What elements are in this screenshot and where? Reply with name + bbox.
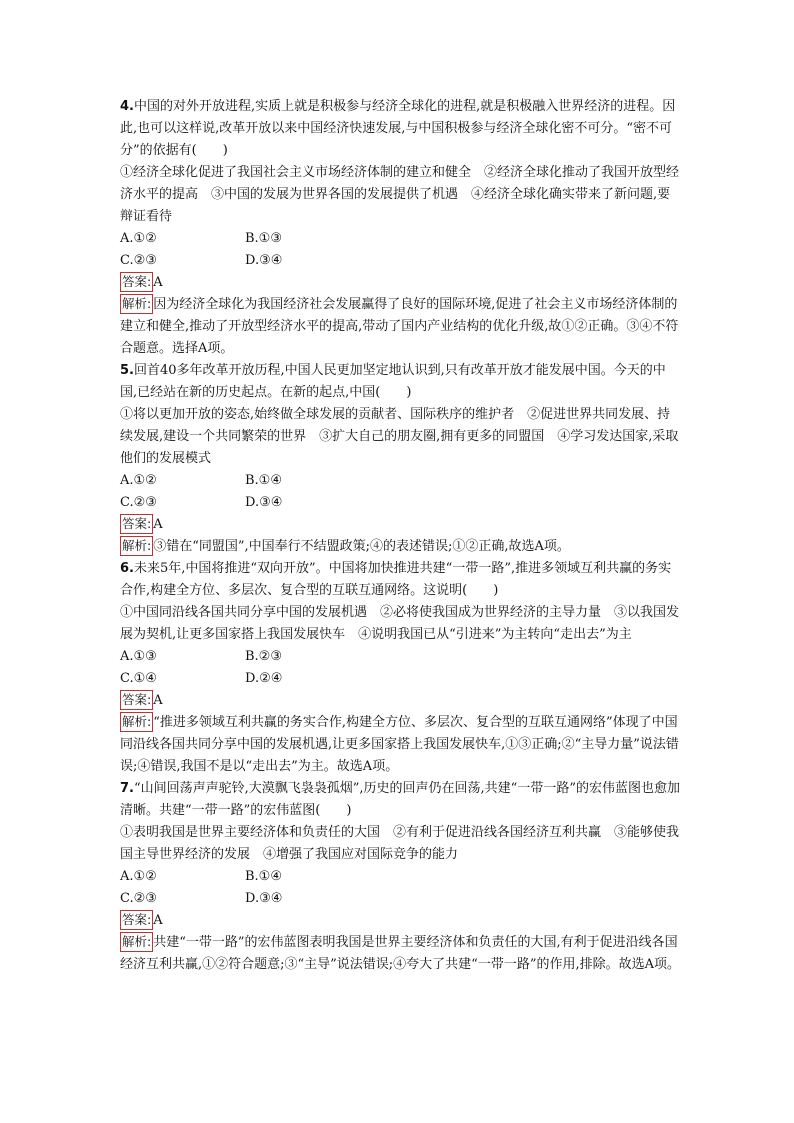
analysis-text: 共建“一带一路”的宏伟蓝图表明我国是世界主要经济体和负责任的大国,有利于促进沿线各国经济互利共赢,①②符合题意;③“主导”说法错误;④夸大了共建“一带一路”的作用,排除。故选A项。 bbox=[120, 935, 680, 972]
analysis-tag: 解析: bbox=[120, 712, 153, 732]
answer-tag: 答案: bbox=[120, 514, 153, 534]
option-c: C.②③ bbox=[120, 253, 157, 268]
question-stem: 4.中国的对外开放进程,实质上就是积极参与经济全球化的进程,就是积极融入世界经济的进程。因此,也可以这样说,改革开放以来中国经济快速发展,与中国积极参与经济全球化密不可分。“密不可分”的依据有( ) bbox=[120, 99, 676, 158]
option-a: A.①② bbox=[120, 869, 157, 884]
analysis bbox=[120, 536, 680, 558]
options bbox=[120, 228, 680, 272]
answer-line bbox=[120, 514, 680, 536]
answer-line bbox=[120, 272, 680, 294]
analysis-text: “推进多领域互利共赢的务实合作,构建全方位、多层次、复合型的互联互通网络”体现了中国同沿线各国共同分享中国的发展机遇,让更多国家搭上我国发展快车,①③正确;②“主导力量”说法错误;④错误,我国不是以“走出去”为主。故选A项。 bbox=[120, 715, 679, 774]
question-stem: 6.未来5年,中国将推进“双向开放”。中国将加快推进共建“一带一路”,推进多领域互利共赢的务实合作,构建全方位、多层次、复合型的互联互通网络。这说明( ) bbox=[120, 561, 672, 598]
option-b: B.②③ bbox=[245, 649, 282, 664]
question-number: 6. bbox=[120, 561, 134, 576]
option-b: B.①③ bbox=[245, 231, 282, 246]
options bbox=[120, 470, 680, 514]
analysis bbox=[120, 712, 680, 778]
analysis-text: ③错在“同盟国”,中国奉行不结盟政策;④的表述错误;①②正确,故选A项。 bbox=[153, 539, 570, 554]
options bbox=[120, 866, 680, 910]
question-statements: ①表明我国是世界主要经济体和负责任的大国 ②有利于促进沿线各国经济互利共赢 ③能够使我国主导世界经济的发展 ④增强了我国应对国际竞争的能力 bbox=[120, 825, 680, 862]
option-d: D.②④ bbox=[245, 671, 283, 686]
option-d: D.③④ bbox=[245, 253, 283, 268]
analysis bbox=[120, 294, 680, 360]
question-5 bbox=[120, 360, 680, 558]
question-number: 4. bbox=[120, 99, 134, 114]
question-statements: ①将以更加开放的姿态,始终做全球发展的贡献者、国际秩序的维护者 ②促进世界共同发展、持续发展,建设一个共同繁荣的世界 ③扩大自己的朋友圈,拥有更多的同盟国 ④学习发达国家,采取他们的发展模式 bbox=[120, 407, 679, 466]
option-c: C.②③ bbox=[120, 891, 157, 906]
option-d: D.③④ bbox=[245, 891, 283, 906]
question-statements: ①经济全球化促进了我国社会主义市场经济体制的建立和健全 ②经济全球化推动了我国开放型经济水平的提高 ③中国的发展为世界各国的发展提供了机遇 ④经济全球化确实带来了新问题,要辩证看待 bbox=[120, 165, 680, 224]
option-a: A.①③ bbox=[120, 649, 157, 664]
answer-line bbox=[120, 910, 680, 932]
option-d: D.③④ bbox=[245, 495, 283, 510]
question-6 bbox=[120, 558, 680, 778]
question-stem: 7.“山间回荡声声驼铃,大漠飘飞袅袅孤烟”,历史的回声仍在回荡,共建“一带一路”的宏伟蓝图也愈加清晰。共建“一带一路”的宏伟蓝图( ) bbox=[120, 781, 680, 818]
question-7 bbox=[120, 778, 680, 976]
option-b: B.①④ bbox=[245, 869, 282, 884]
options bbox=[120, 646, 680, 690]
answer-value: A bbox=[153, 275, 163, 290]
question-4 bbox=[120, 96, 680, 360]
document-page bbox=[120, 96, 680, 976]
answer-line bbox=[120, 690, 680, 712]
answer-value: A bbox=[153, 913, 163, 928]
analysis-tag: 解析: bbox=[120, 294, 153, 314]
option-a: A.①② bbox=[120, 231, 157, 246]
question-number: 5. bbox=[120, 363, 134, 378]
question-statements: ①中国同沿线各国共同分享中国的发展机遇 ②必将使我国成为世界经济的主导力量 ③以我国发展为契机,让更多国家搭上我国发展快车 ④说明我国已从“引进来”为主转向“走出去”为主 bbox=[120, 605, 680, 642]
question-stem: 5.回首40多年改革开放历程,中国人民更加坚定地认识到,只有改革开放才能发展中国。今天的中国,已经站在新的历史起点。在新的起点,中国( ) bbox=[120, 363, 666, 400]
answer-tag: 答案: bbox=[120, 910, 153, 930]
answer-value: A bbox=[153, 693, 163, 708]
option-a: A.①② bbox=[120, 473, 157, 488]
question-number: 7. bbox=[120, 781, 134, 796]
answer-value: A bbox=[153, 517, 163, 532]
answer-tag: 答案: bbox=[120, 690, 153, 710]
option-c: C.②③ bbox=[120, 495, 157, 510]
analysis-tag: 解析: bbox=[120, 932, 153, 952]
analysis-text: 因为经济全球化为我国经济社会发展赢得了良好的国际环境,促进了社会主义市场经济体制的建立和健全,推动了开放型经济水平的提高,带动了国内产业结构的优化升级,故①②正确。③④不符合题意。选择A项。 bbox=[120, 297, 679, 356]
analysis bbox=[120, 932, 680, 976]
analysis-tag: 解析: bbox=[120, 536, 153, 556]
option-c: C.①④ bbox=[120, 671, 157, 686]
option-b: B.①④ bbox=[245, 473, 282, 488]
answer-tag: 答案: bbox=[120, 272, 153, 292]
